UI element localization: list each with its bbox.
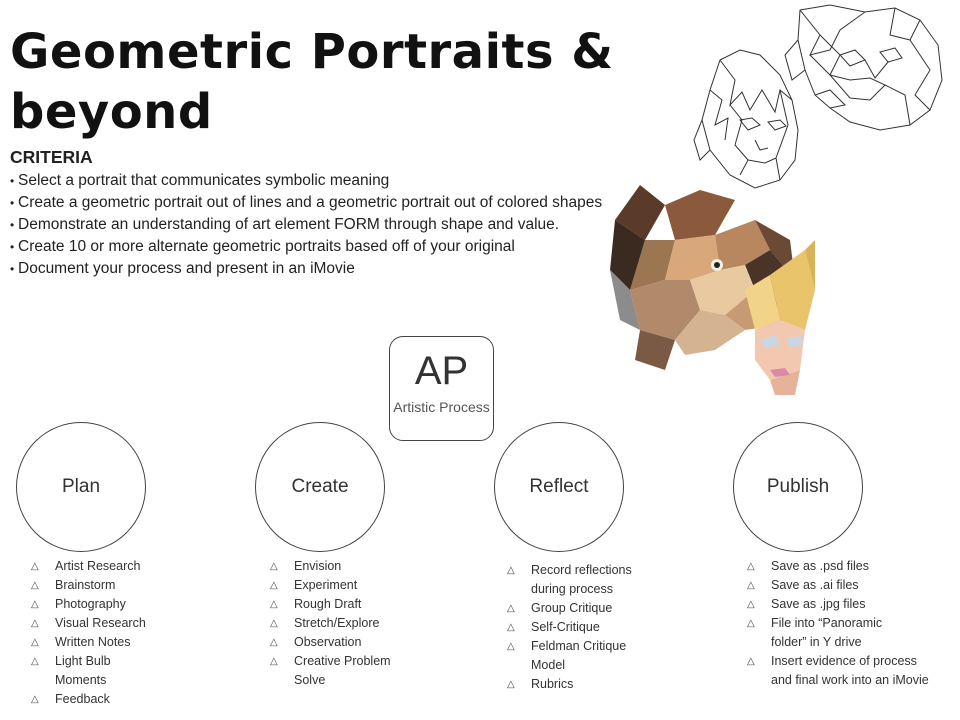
- create-steps-list: [270, 557, 420, 690]
- create-step: △ Creative Problem Solve: [270, 652, 420, 690]
- slide-title: Geometric Portraits & beyond: [10, 24, 614, 140]
- plan-step: △ Written Notes: [31, 633, 171, 652]
- publish-step: △ File into “Panoramic folder” in Y drive: [747, 614, 897, 652]
- create-step: △ Envision: [270, 557, 420, 576]
- plan-step: △ Light Bulb Moments: [31, 652, 155, 690]
- criteria-item: • Demonstrate an understanding of art element FORM through shape and value.: [10, 214, 610, 236]
- create-step: △ Experiment: [270, 576, 420, 595]
- criteria-item: • Create a geometric portrait out of lines and a geometric portrait out of colored shapes: [10, 192, 610, 214]
- reflect-step: △ Rubrics: [507, 675, 657, 694]
- criteria-section: [10, 146, 610, 280]
- reflect-step: △ Record reflections during process: [507, 561, 659, 599]
- line-drawing-portrait-icon: [680, 0, 950, 195]
- publish-step: △ Insert evidence of process and final work into an iMovie: [747, 652, 941, 690]
- plan-step: △ Brainstorm: [31, 576, 171, 595]
- create-step: △ Observation: [270, 633, 420, 652]
- stage-publish-circle: Publish: [733, 422, 863, 552]
- reflect-step: △ Self-Critique: [507, 618, 657, 637]
- plan-step: △ Photography: [31, 595, 171, 614]
- criteria-list: [10, 170, 610, 280]
- plan-steps-list: [31, 557, 171, 709]
- artistic-process-abbr: AP: [414, 349, 469, 393]
- publish-step: △ Save as .ai files: [747, 576, 952, 595]
- artistic-process-label: Artistic Process: [393, 399, 490, 415]
- plan-step: △ Feedback: [31, 690, 171, 709]
- stage-reflect-circle: Reflect: [494, 422, 624, 552]
- artistic-process-box: [389, 336, 494, 441]
- create-step: △ Rough Draft: [270, 595, 420, 614]
- publish-step: △ Save as .jpg files: [747, 595, 952, 614]
- stage-create-circle: Create: [255, 422, 385, 552]
- reflect-steps-list: [507, 561, 657, 694]
- stage-plan-circle: Plan: [16, 422, 146, 552]
- reflect-step: △ Feldman Critique Model: [507, 637, 651, 675]
- reflect-step: △ Group Critique: [507, 599, 657, 618]
- criteria-item: • Create 10 or more alternate geometric portraits based off of your original: [10, 236, 610, 258]
- plan-step: △ Artist Research: [31, 557, 171, 576]
- criteria-item: • Document your process and present in an iMovie: [10, 258, 610, 280]
- publish-step: △ Save as .psd files: [747, 557, 952, 576]
- geometric-color-portrait-icon: [605, 180, 815, 400]
- criteria-item: • Select a portrait that communicates symbolic meaning: [10, 170, 610, 192]
- publish-steps-list: [747, 557, 952, 690]
- plan-step: △ Visual Research: [31, 614, 171, 633]
- criteria-heading: CRITERIA: [10, 147, 93, 167]
- create-step: △ Stretch/Explore: [270, 614, 420, 633]
